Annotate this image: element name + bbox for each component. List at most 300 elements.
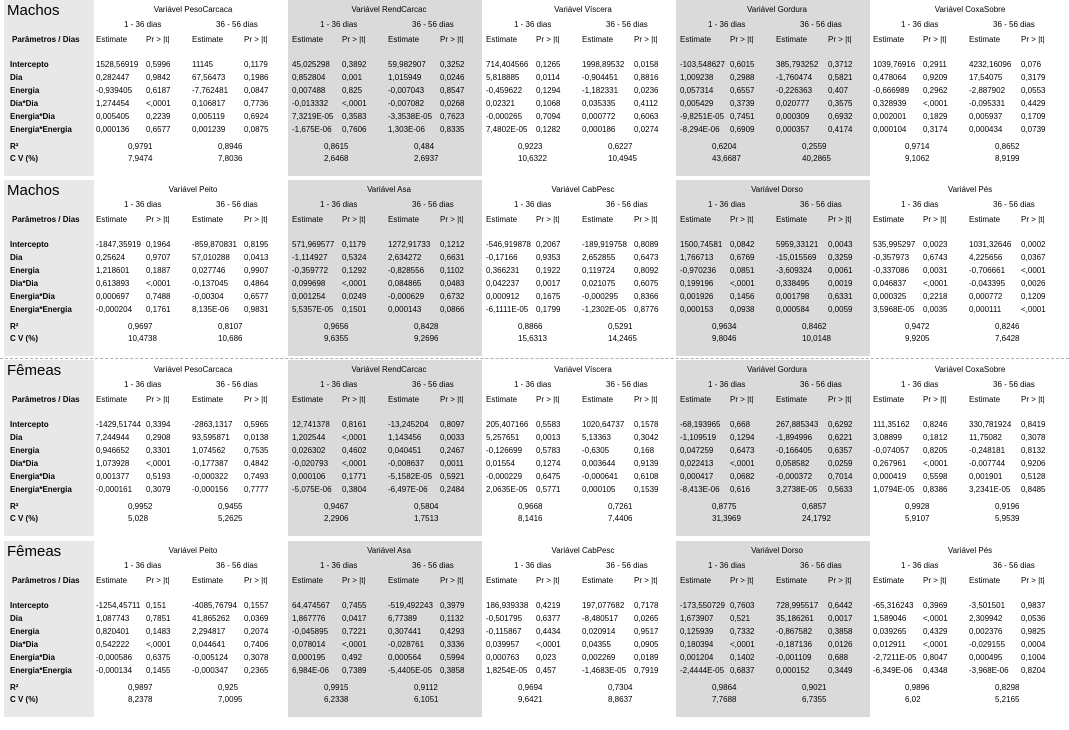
table-cell: 0,1402 [730, 653, 755, 662]
table-cell: 0,0017 [828, 614, 853, 623]
period-1-label: 1 - 36 dias [320, 561, 358, 570]
table-cell: -0,357973 [873, 253, 910, 262]
table-cell: -0,043395 [969, 279, 1006, 288]
table-cell: -0,000372 [776, 472, 813, 481]
pr-header: Pr > |t| [342, 576, 366, 585]
table-cell: -859,870831 [192, 240, 237, 249]
table-cell: 0,02321 [486, 99, 515, 108]
cv-value: 7,8036 [218, 154, 243, 163]
table-cell: 1,073928 [96, 459, 130, 468]
pr-header: Pr > |t| [923, 35, 947, 44]
table-cell: 0,8386 [923, 485, 948, 494]
table-cell: -6,497E-06 [388, 485, 428, 494]
table-cell: -0,000322 [192, 472, 229, 481]
table-cell: 0,3042 [634, 433, 659, 442]
r2-value: 0,2559 [802, 142, 827, 151]
table-cell: 0,25624 [96, 253, 125, 262]
table-cell: -5,4405E-05 [388, 666, 433, 675]
table-cell: 0,0061 [828, 266, 853, 275]
period-2-label: 36 - 56 dias [216, 561, 258, 570]
table-cell: 0,4219 [536, 601, 561, 610]
table-cell: 0,7178 [634, 601, 659, 610]
table-cell: 0,2067 [536, 240, 561, 249]
table-cell: 0,8547 [440, 86, 465, 95]
table-cell: 0,04355 [582, 640, 611, 649]
pr-header: Pr > |t| [730, 215, 754, 224]
table-cell: 0,084865 [388, 279, 422, 288]
cv-value: 8,9199 [995, 154, 1020, 163]
estimate-header: Estimate [192, 576, 224, 585]
table-cell: 0,5598 [923, 472, 948, 481]
row-label: Dia [10, 253, 23, 262]
period-1-label: 1 - 36 dias [124, 561, 162, 570]
table-cell: -0,337086 [873, 266, 910, 275]
row-label: Intercepto [10, 60, 49, 69]
pr-header: Pr > |t| [634, 576, 658, 585]
table-cell: 5,257651 [486, 433, 520, 442]
table-cell: 0,000434 [969, 125, 1003, 134]
r2-label: R² [10, 683, 19, 692]
table-cell: 2,652855 [582, 253, 616, 262]
period-1-label: 1 - 36 dias [901, 200, 939, 209]
table-cell: <,0001 [146, 640, 171, 649]
period-2-label: 36 - 56 dias [412, 561, 454, 570]
table-cell: 0,000564 [388, 653, 422, 662]
table-cell: 3,2341E-05 [969, 485, 1011, 494]
pr-header: Pr > |t| [828, 35, 852, 44]
cv-value: 7,0095 [218, 695, 243, 704]
table-cell: 0,7606 [342, 125, 367, 134]
cv-value: 6,02 [905, 695, 921, 704]
table-cell: 0,5193 [146, 472, 171, 481]
table-cell: 0,0259 [828, 459, 853, 468]
period-1-label: 1 - 36 dias [901, 20, 939, 29]
table-cell: -0,939405 [96, 86, 133, 95]
table-cell: 0,7455 [342, 601, 367, 610]
period-2-label: 36 - 56 dias [993, 20, 1035, 29]
table-cell: 0,000419 [873, 472, 907, 481]
table-cell: 0,3179 [1021, 73, 1046, 82]
r2-value: 0,6204 [712, 142, 737, 151]
table-cell: -13,245204 [388, 420, 429, 429]
pr-header: Pr > |t| [342, 215, 366, 224]
table-cell: 5,13363 [582, 433, 611, 442]
table-cell: 0,0236 [634, 86, 659, 95]
table-cell: -173,550729 [680, 601, 725, 610]
table-cell: <,0001 [342, 459, 367, 468]
table-cell: 267,885343 [776, 420, 819, 429]
table-cell: 0,3078 [1021, 433, 1046, 442]
period-1-label: 1 - 36 dias [124, 380, 162, 389]
table-cell: 0,8419 [1021, 420, 1046, 429]
cv-value: 43,6687 [712, 154, 741, 163]
table-cell: 0,8205 [923, 446, 948, 455]
cv-value: 8,2378 [128, 695, 153, 704]
period-1-label: 1 - 36 dias [124, 20, 162, 29]
table-cell: 0,8335 [440, 125, 465, 134]
table-cell: <,0001 [923, 459, 948, 468]
estimate-header: Estimate [192, 215, 224, 224]
pr-header: Pr > |t| [634, 35, 658, 44]
table-cell: 0,3892 [342, 60, 367, 69]
table-cell: 0,000763 [486, 653, 520, 662]
table-cell: 0,7488 [146, 292, 171, 301]
table-cell: -0,137045 [192, 279, 229, 288]
period-2-label: 36 - 56 dias [606, 380, 648, 389]
table-cell: 385,793252 [776, 60, 819, 69]
table-cell: 4232,16096 [969, 60, 1012, 69]
table-cell: 1,673907 [680, 614, 714, 623]
period-2-label: 36 - 56 dias [412, 200, 454, 209]
panel-title: Fêmeas [7, 362, 62, 379]
cv-label: C V (%) [10, 695, 38, 704]
variable-title: Variável Dorso [751, 185, 803, 194]
table-cell: 0,0031 [923, 266, 948, 275]
row-label: Energia*Energia [10, 125, 72, 134]
cv-value: 14,2465 [608, 334, 637, 343]
table-cell: -2,7211E-05 [873, 653, 917, 662]
section-divider [0, 358, 1069, 359]
r2-value: 0,8246 [995, 322, 1020, 331]
table-cell: 0,001239 [192, 125, 226, 134]
pr-header: Pr > |t| [342, 35, 366, 44]
row-label: Energia*Energia [10, 485, 72, 494]
table-cell: 1,867776 [292, 614, 326, 623]
table-cell: -0,126699 [486, 446, 523, 455]
table-cell: 0,668 [730, 420, 751, 429]
table-cell: -0,666989 [873, 86, 910, 95]
table-cell: 4,225656 [969, 253, 1003, 262]
table-cell: 0,0739 [1021, 125, 1046, 134]
table-cell: -0,000629 [388, 292, 425, 301]
table-cell: 2,634272 [388, 253, 422, 262]
panel-2 [4, 180, 1066, 356]
table-cell: -4085,76794 [192, 601, 237, 610]
table-cell: 0,6375 [146, 653, 171, 662]
pr-header: Pr > |t| [244, 35, 268, 44]
table-cell: 186,939338 [486, 601, 529, 610]
r2-value: 0,9634 [712, 322, 737, 331]
table-cell: 0,000105 [582, 485, 616, 494]
cv-value: 9,6421 [518, 695, 543, 704]
period-1-label: 1 - 36 dias [708, 380, 746, 389]
estimate-header: Estimate [582, 215, 614, 224]
table-cell: 0,000309 [776, 112, 810, 121]
table-cell: 0,8132 [1021, 446, 1046, 455]
table-cell: 17,54075 [969, 73, 1003, 82]
table-cell: -0,226363 [776, 86, 813, 95]
table-cell: 93,595871 [192, 433, 230, 442]
table-cell: 0,0417 [342, 614, 367, 623]
row-label: Dia*Dia [10, 279, 39, 288]
estimate-header: Estimate [388, 215, 420, 224]
table-cell: 0,6577 [244, 292, 269, 301]
table-cell: 0,2074 [244, 627, 269, 636]
estimate-header: Estimate [292, 395, 324, 404]
cv-value: 5,2625 [218, 514, 243, 523]
table-cell: 0,035335 [582, 99, 616, 108]
table-cell: -5,075E-06 [292, 485, 332, 494]
row-label: Dia*Dia [10, 99, 39, 108]
table-cell: 0,5996 [146, 60, 171, 69]
table-cell: 0,8204 [1021, 666, 1046, 675]
table-cell: 0,0035 [923, 305, 948, 314]
estimate-header: Estimate [292, 576, 324, 585]
row-header-label: Parâmetros / Dias [12, 576, 80, 585]
table-cell: 11,75082 [969, 433, 1002, 442]
table-cell: 57,010288 [192, 253, 230, 262]
variable-title: Variável Víscera [554, 5, 612, 14]
table-cell: 0,7014 [828, 472, 853, 481]
table-cell: 5959,33121 [776, 240, 819, 249]
table-cell: 0,478064 [873, 73, 907, 82]
variable-title: Variável Asa [367, 546, 411, 555]
table-cell: 0,020777 [776, 99, 810, 108]
table-cell: -0,001109 [776, 653, 812, 662]
table-cell: -1254,45711 [96, 601, 141, 610]
table-cell: 0,1539 [634, 485, 659, 494]
table-cell: 0,001377 [96, 472, 130, 481]
table-cell: 0,000111 [969, 305, 1002, 314]
table-cell: 0,6473 [730, 446, 755, 455]
variable-title: Variável Gordura [747, 365, 807, 374]
r2-value: 0,6857 [802, 502, 827, 511]
table-cell: 0,1557 [244, 601, 269, 610]
table-cell: 205,407166 [486, 420, 529, 429]
cv-label: C V (%) [10, 154, 38, 163]
table-cell: -0,005124 [192, 653, 229, 662]
table-cell: 3,08899 [873, 433, 902, 442]
table-cell: 0,0026 [1021, 279, 1046, 288]
table-cell: 0,6015 [730, 60, 755, 69]
table-cell: 0,005119 [192, 112, 225, 121]
cv-value: 10,4738 [128, 334, 157, 343]
row-label: Dia [10, 73, 23, 82]
table-cell: 0,7493 [244, 472, 269, 481]
table-cell: -0,000295 [582, 292, 619, 301]
table-cell: 0,6557 [730, 86, 755, 95]
table-cell: 0,001204 [680, 653, 714, 662]
table-cell: 0,2218 [923, 292, 948, 301]
r2-value: 0,9455 [218, 502, 243, 511]
table-cell: 0,6924 [244, 112, 269, 121]
table-cell: 0,1771 [342, 472, 367, 481]
estimate-header: Estimate [873, 35, 905, 44]
table-cell: 0,7389 [342, 666, 367, 675]
table-cell: -0,000161 [96, 485, 133, 494]
table-cell: 1,8254E-05 [486, 666, 528, 675]
table-cell: 0,7221 [342, 627, 367, 636]
table-cell: 0,002376 [969, 627, 1003, 636]
table-cell: <,0001 [536, 640, 561, 649]
cv-label: C V (%) [10, 514, 38, 523]
table-cell: 0,820401 [96, 627, 130, 636]
table-cell: 0,199196 [680, 279, 714, 288]
table-cell: 0,0189 [634, 653, 659, 662]
row-label: Energia*Dia [10, 292, 55, 301]
table-cell: 0,8195 [244, 240, 269, 249]
estimate-header: Estimate [486, 215, 518, 224]
variable-title: Variável Dorso [751, 546, 803, 555]
table-cell: 0,613893 [96, 279, 130, 288]
table-cell: 64,474567 [292, 601, 330, 610]
table-cell: 0,039957 [486, 640, 520, 649]
period-1-label: 1 - 36 dias [514, 380, 552, 389]
table-cell: 0,023 [536, 653, 557, 662]
table-cell: -1847,35919 [96, 240, 141, 249]
r2-label: R² [10, 502, 19, 511]
table-cell: 0,407 [828, 86, 849, 95]
table-cell: -8,480517 [582, 614, 619, 623]
table-cell: 0,000106 [292, 472, 326, 481]
table-cell: 0,9206 [1021, 459, 1046, 468]
r2-label: R² [10, 322, 19, 331]
table-cell: 59,982907 [388, 60, 426, 69]
table-cell: -2863,1317 [192, 420, 233, 429]
r2-value: 0,9694 [518, 683, 543, 692]
table-cell: -0,074057 [873, 446, 910, 455]
table-cell: 0,01554 [486, 459, 515, 468]
table-cell: <,0001 [730, 640, 755, 649]
table-cell: -5,1582E-05 [388, 472, 433, 481]
table-cell: -103,548627 [680, 60, 725, 69]
table-cell: -8,413E-06 [680, 485, 720, 494]
row-label: Energia [10, 446, 40, 455]
estimate-header: Estimate [582, 395, 614, 404]
r2-value: 0,9928 [905, 502, 930, 511]
table-cell: 0,022413 [680, 459, 714, 468]
r2-value: 0,8298 [995, 683, 1020, 692]
period-2-label: 36 - 56 dias [800, 561, 842, 570]
table-cell: <,0001 [923, 614, 948, 623]
table-cell: 0,099698 [292, 279, 326, 288]
table-cell: <,0001 [342, 279, 367, 288]
pr-header: Pr > |t| [730, 395, 754, 404]
estimate-header: Estimate [680, 576, 712, 585]
r2-value: 0,8462 [802, 322, 827, 331]
table-cell: 0,2484 [440, 485, 465, 494]
variable-title: Variável Peito [168, 185, 218, 194]
estimate-header: Estimate [486, 395, 518, 404]
row-label: Energia [10, 86, 40, 95]
period-2-label: 36 - 56 dias [412, 20, 454, 29]
table-cell: 0,0002 [1021, 240, 1046, 249]
pr-header: Pr > |t| [828, 215, 852, 224]
cv-label: C V (%) [10, 334, 38, 343]
estimate-header: Estimate [192, 35, 224, 44]
cv-value: 8,1416 [518, 514, 543, 523]
pr-header: Pr > |t| [146, 215, 170, 224]
cv-value: 9,6355 [324, 334, 349, 343]
estimate-header: Estimate [969, 395, 1001, 404]
period-2-label: 36 - 56 dias [606, 20, 648, 29]
r2-value: 0,9864 [712, 683, 737, 692]
table-cell: 0,6075 [634, 279, 659, 288]
pr-header: Pr > |t| [1021, 35, 1045, 44]
table-cell: -0,248181 [969, 446, 1006, 455]
table-cell: 12,741378 [292, 420, 330, 429]
period-1-label: 1 - 36 dias [514, 20, 552, 29]
table-cell: 0,001254 [292, 292, 326, 301]
table-cell: 0,6063 [634, 112, 659, 121]
estimate-header: Estimate [680, 215, 712, 224]
table-cell: 0,168 [634, 446, 655, 455]
row-label: Intercepto [10, 240, 49, 249]
table-cell: -0,166405 [776, 446, 813, 455]
cv-value: 7,9474 [128, 154, 153, 163]
table-cell: -0,867582 [776, 627, 813, 636]
table-cell: 0,000136 [96, 125, 130, 134]
table-cell: 0,3078 [244, 653, 269, 662]
estimate-header: Estimate [96, 215, 128, 224]
table-cell: 0,8246 [923, 420, 948, 429]
estimate-header: Estimate [96, 395, 128, 404]
estimate-header: Estimate [776, 215, 808, 224]
table-cell: 0,001 [342, 73, 363, 82]
period-2-label: 36 - 56 dias [993, 561, 1035, 570]
table-cell: <,0001 [1021, 266, 1046, 275]
table-cell: 0,7094 [536, 112, 561, 121]
table-cell: 0,0138 [244, 433, 269, 442]
table-cell: 0,0011 [440, 459, 464, 468]
table-cell: <,0001 [146, 279, 171, 288]
table-cell: 0,6577 [146, 125, 171, 134]
table-cell: 6,77389 [388, 614, 417, 623]
table-cell: <,0001 [342, 433, 367, 442]
table-cell: 728,995517 [776, 601, 819, 610]
table-cell: -0,970236 [680, 266, 717, 275]
variable-title: Variável Pés [947, 185, 993, 194]
estimate-header: Estimate [96, 576, 128, 585]
table-cell: -0,904451 [582, 73, 619, 82]
table-cell: 1528,56919 [96, 60, 139, 69]
table-cell: 0,1986 [244, 73, 269, 82]
table-cell: 0,005405 [96, 112, 130, 121]
panel-4 [4, 541, 1066, 717]
table-cell: 0,0043 [828, 240, 853, 249]
table-cell: 111,35162 [873, 420, 910, 429]
table-cell: 0,0274 [634, 125, 659, 134]
table-cell: 0,1455 [146, 666, 171, 675]
table-cell: 7,3219E-05 [292, 112, 334, 121]
estimate-header: Estimate [776, 576, 808, 585]
estimate-header: Estimate [292, 35, 324, 44]
table-cell: -2,4444E-05 [680, 666, 725, 675]
r2-label: R² [10, 142, 19, 151]
table-cell: -1,894996 [776, 433, 813, 442]
table-cell: 0,6442 [828, 601, 853, 610]
table-cell: <,0001 [730, 459, 755, 468]
table-cell: 1,303E-06 [388, 125, 425, 134]
table-cell: -0,17166 [486, 253, 518, 262]
table-cell: -1,4683E-05 [582, 666, 627, 675]
table-cell: 0,542222 [96, 640, 130, 649]
table-cell: 0,3804 [342, 485, 367, 494]
table-cell: 0,058582 [776, 459, 810, 468]
table-cell: 0,1675 [536, 292, 561, 301]
table-cell: 0,7332 [730, 627, 755, 636]
table-cell: 0,9842 [146, 73, 171, 82]
table-cell: <,0001 [1021, 305, 1046, 314]
table-cell: 0,7406 [244, 640, 269, 649]
table-cell: -0,359772 [292, 266, 329, 275]
table-cell: 0,5324 [342, 253, 367, 262]
table-cell: 0,7736 [244, 99, 269, 108]
table-cell: 0,0875 [244, 125, 269, 134]
table-cell: 0,5821 [828, 73, 853, 82]
pr-header: Pr > |t| [440, 576, 464, 585]
table-cell: 0,119724 [582, 266, 615, 275]
